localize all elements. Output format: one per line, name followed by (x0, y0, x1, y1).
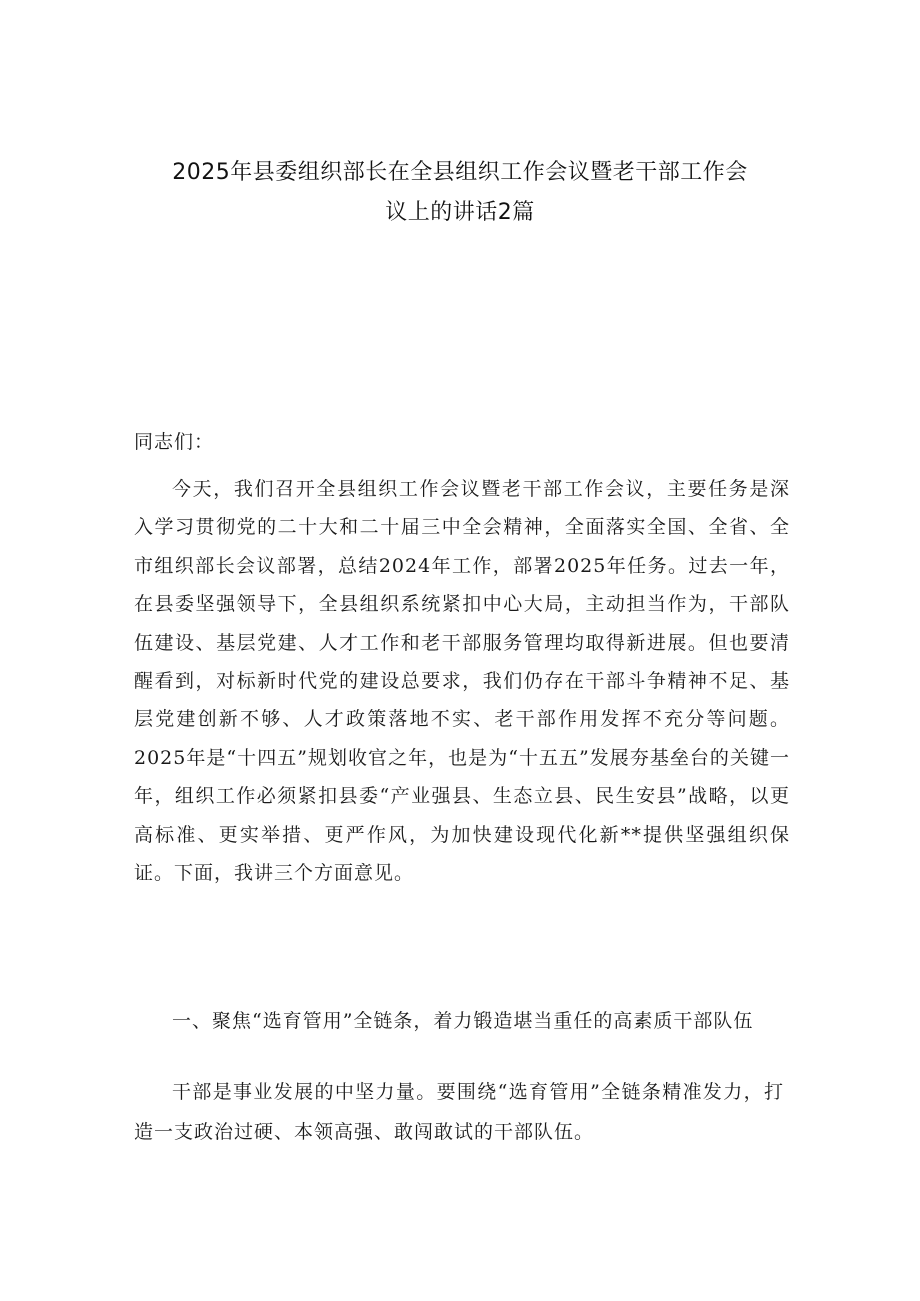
document-title (120, 153, 800, 233)
title-line-2: 议上的讲话2篇 (385, 199, 535, 225)
title-line-1: 2025年县委组织部长在全县组织工作会议暨老干部工作会 (172, 159, 748, 185)
section-heading-1: 一、聚焦“选育管用”全链条，着力锻造堪当重任的高素质干部队伍 (172, 1010, 754, 1032)
opening-paragraph: 今天，我们召开全县组织工作会议暨老干部工作会议，主要任务是深入学习贯彻党的二十大和二十届三中全会精神，全面落实全国、全省、全市组织部长会议部署，总结2024年工作，部署2025年任务。过去一年，在县委坚强领导下，全县组织系统紧扣中心大局，主动担当作为，干部队伍建设、基层党建、人才工作和老干部服务管理均取得新进展。但也要清醒看到，对标新时代党的建设总要求，我们仍存在干部斗争精神不足、基层党建创新不够、人才政策落地不实、老干部作用发挥不充分等问题。2025年是“十四五”规划收官之年，也是为“十五五”发展夯基垒台的关键一年，组织工作必须紧扣县委“产业强县、生态立县、民生安县”战略，以更高标准、更实举措、更严作风，为加快建设现代化新**提供坚强组织保证。下面，我讲三个方面意见。 (134, 478, 790, 885)
section-1-paragraph: 干部是事业发展的中坚力量。要围绕“选育管用”全链条精准发力，打造一支政治过硬、本领高强、敢闯敢试的干部队伍。 (134, 1081, 784, 1143)
salutation: 同志们： (134, 431, 215, 453)
